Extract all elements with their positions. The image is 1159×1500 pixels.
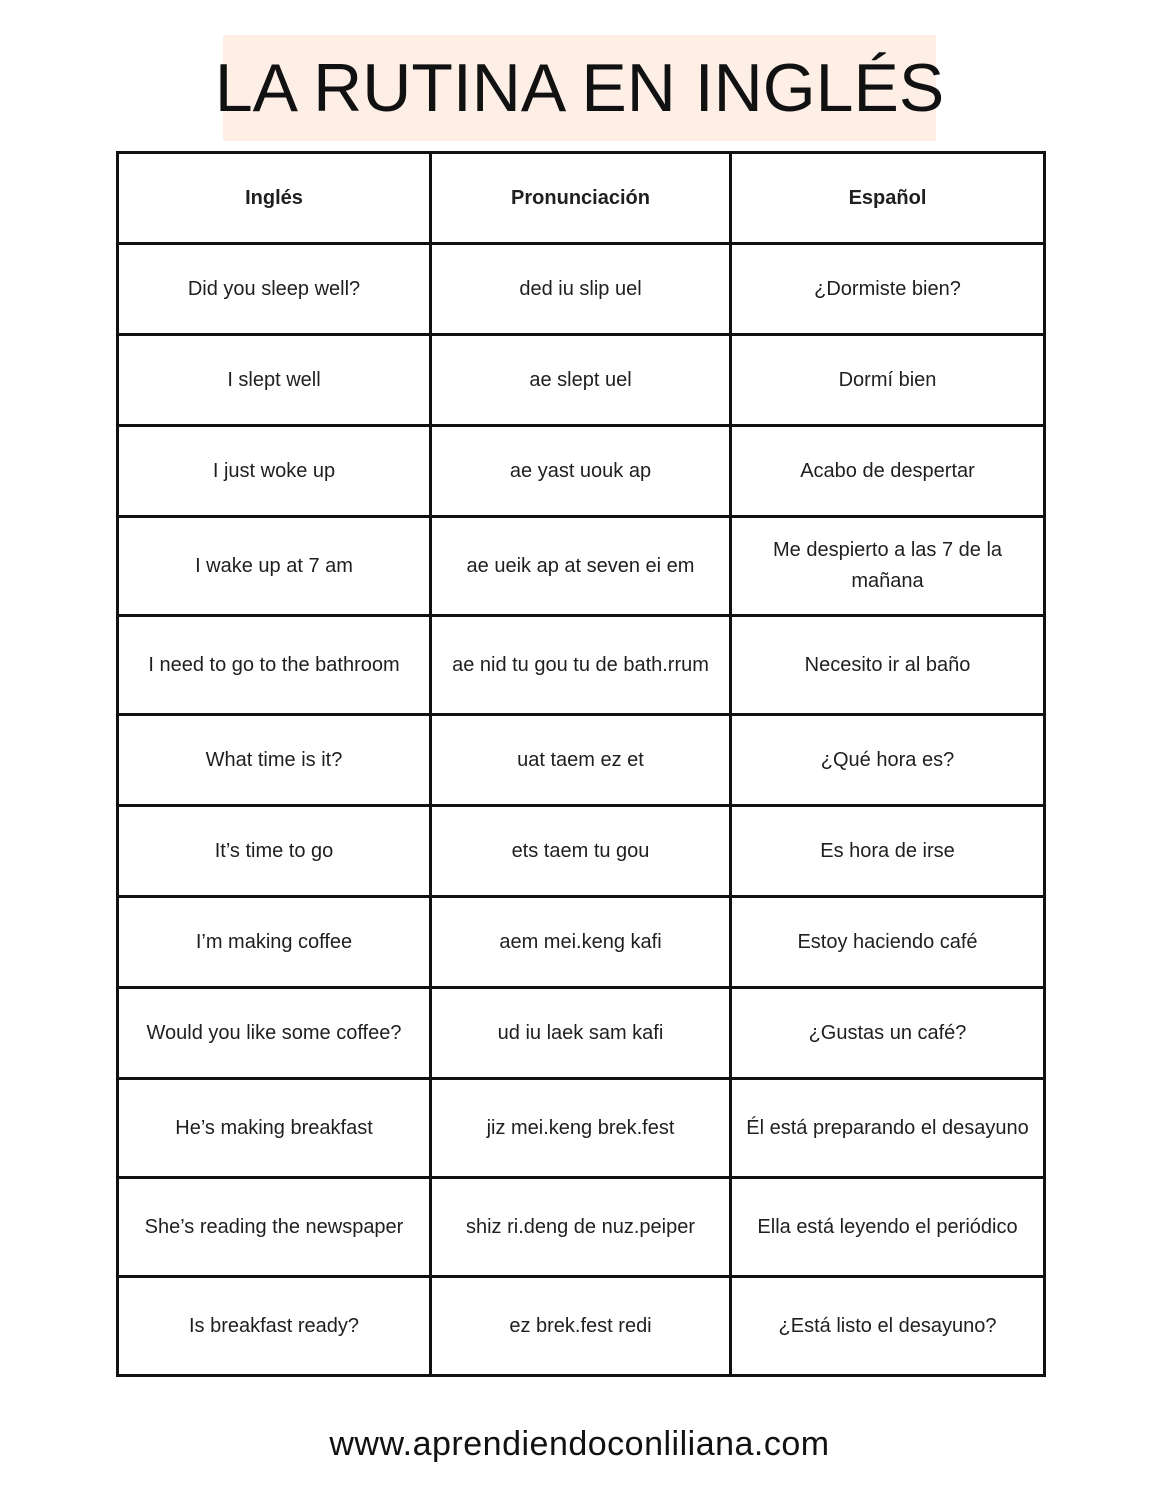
cell-spanish: Me despierto a las 7 de la mañana xyxy=(731,517,1045,616)
cell-english: Did you sleep well? xyxy=(118,244,431,335)
page-title: LA RUTINA EN INGLÉS xyxy=(214,50,945,126)
cell-english: He’s making breakfast xyxy=(118,1079,431,1178)
cell-english: Is breakfast ready? xyxy=(118,1277,431,1376)
header-ingles: Inglés xyxy=(118,153,431,244)
cell-pronunciation: aem mei.keng kafi xyxy=(431,897,731,988)
cell-english: I wake up at 7 am xyxy=(118,517,431,616)
title-banner xyxy=(214,35,945,141)
cell-pronunciation: ae nid tu gou tu de bath.rrum xyxy=(431,616,731,715)
cell-pronunciation: ez brek.fest redi xyxy=(431,1277,731,1376)
cell-english: She’s reading the newspaper xyxy=(118,1178,431,1277)
cell-spanish: Es hora de irse xyxy=(731,806,1045,897)
cell-pronunciation: ae slept uel xyxy=(431,335,731,426)
table-row xyxy=(118,335,1045,426)
cell-pronunciation: ae ueik ap at seven ei em xyxy=(431,517,731,616)
cell-english: I need to go to the bathroom xyxy=(118,616,431,715)
header-espanol: Español xyxy=(731,153,1045,244)
cell-pronunciation: ud iu laek sam kafi xyxy=(431,988,731,1079)
vocabulary-table xyxy=(116,151,1046,1377)
cell-spanish: Estoy haciendo café xyxy=(731,897,1045,988)
table-row xyxy=(118,988,1045,1079)
cell-spanish: ¿Dormiste bien? xyxy=(731,244,1045,335)
table-row xyxy=(118,517,1045,616)
cell-pronunciation: ded iu slip uel xyxy=(431,244,731,335)
cell-english: Would you like some coffee? xyxy=(118,988,431,1079)
table-header-row xyxy=(118,153,1045,244)
table-row xyxy=(118,897,1045,988)
cell-pronunciation: ets taem tu gou xyxy=(431,806,731,897)
header-pronunciacion: Pronunciación xyxy=(431,153,731,244)
cell-english: What time is it? xyxy=(118,715,431,806)
cell-english: It’s time to go xyxy=(118,806,431,897)
table-row xyxy=(118,1277,1045,1376)
table-row xyxy=(118,1079,1045,1178)
table-row xyxy=(118,1178,1045,1277)
cell-pronunciation: jiz mei.keng brek.fest xyxy=(431,1079,731,1178)
cell-english: I’m making coffee xyxy=(118,897,431,988)
cell-english: I slept well xyxy=(118,335,431,426)
cell-english: I just woke up xyxy=(118,426,431,517)
cell-spanish: Ella está leyendo el periódico xyxy=(731,1178,1045,1277)
cell-pronunciation: ae yast uouk ap xyxy=(431,426,731,517)
cell-spanish: Acabo de despertar xyxy=(731,426,1045,517)
cell-spanish: Necesito ir al baño xyxy=(731,616,1045,715)
cell-spanish: Dormí bien xyxy=(731,335,1045,426)
cell-spanish: ¿Está listo el desayuno? xyxy=(731,1277,1045,1376)
cell-pronunciation: uat taem ez et xyxy=(431,715,731,806)
table-row xyxy=(118,244,1045,335)
table-row xyxy=(118,616,1045,715)
cell-spanish: ¿Qué hora es? xyxy=(731,715,1045,806)
table-row xyxy=(118,806,1045,897)
cell-spanish: ¿Gustas un café? xyxy=(731,988,1045,1079)
table-row xyxy=(118,426,1045,517)
table-row xyxy=(118,715,1045,806)
cell-pronunciation: shiz ri.deng de nuz.peiper xyxy=(431,1178,731,1277)
cell-spanish: Él está preparando el desayuno xyxy=(731,1079,1045,1178)
website-url: www.aprendiendoconliliana.com xyxy=(329,1425,830,1463)
